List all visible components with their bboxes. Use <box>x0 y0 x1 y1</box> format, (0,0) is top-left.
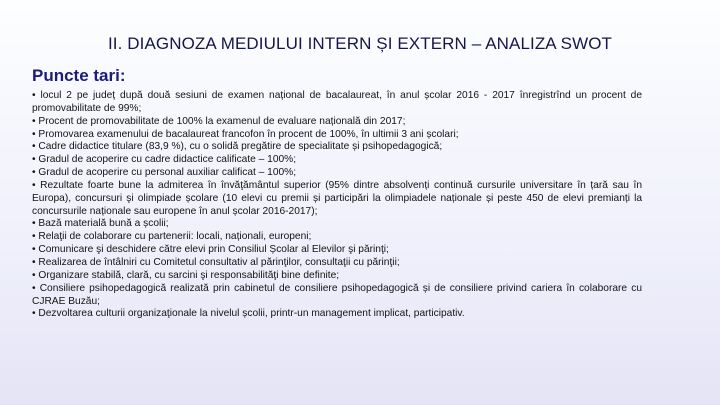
list-item: • Bază materială bună a școlii; <box>32 218 169 230</box>
list-item: • locul 2 pe județ după două sesiuni de examen național de bacalaureat, în anul școlar 2016 - 2017 înregistrînd un procent de promovabilitate de 99%; <box>32 90 642 114</box>
section-heading: Puncte tari: <box>32 66 126 85</box>
list-item: • Gradul de acoperire cu personal auxiliar calificat – 100%; <box>32 167 297 179</box>
list-item: • Comunicare şi deschidere către elevi prin Consiliul Școlar al Elevilor şi părinţi; <box>32 244 389 256</box>
list-item: • Cadre didactice titulare (83,9 %), cu o solidă pregătire de specialitate și psihopedagogică; <box>32 141 443 153</box>
list-item: • Realizarea de întâlniri cu Comitetul consultativ al părinţilor, consultaţii cu părinţii; <box>32 256 400 268</box>
list-item: • Relaţii de colaborare cu partenerii: locali, naționali, europeni; <box>32 231 312 243</box>
list-item: • Organizare stabilă, clară, cu sarcini şi responsabilităţi bine definite; <box>32 269 340 281</box>
list-item: • Procent de promovabilitate de 100% la examenul de evaluare națională din 2017; <box>32 115 406 127</box>
strengths-list <box>32 90 642 321</box>
slide-title: II. DIAGNOZA MEDIULUI INTERN ȘI EXTERN – ANALIZA SWOT <box>107 34 613 53</box>
list-item: • Promovarea examenului de bacalaureat francofon în procent de 100%, în ultimii 3 ani școlari; <box>32 128 459 140</box>
list-item: • Dezvoltarea culturii organizaţionale la nivelul școlii, printr-un management implicat, participativ. <box>32 308 465 320</box>
list-item: • Gradul de acoperire cu cadre didactice calificate – 100%; <box>32 154 297 166</box>
list-item: • Consiliere psihopedagogică realizată prin cabinetul de consiliere psihopedagogică și de consiliere privind cariera în colaborare cu CJRAE Buzău; <box>32 282 642 307</box>
list-item: • Rezultate foarte bune la admiterea în învăţământul superior (95% dintre absolvenți continuă cursurile universitare în țară sau în Europa), concursuri şi olimpiade școlare (10 elevi cu premii și participări la olimpiadele naționale și peste 450 de elevi premianți la concursurile naționale sau europene în anul școlar 2016-2017); <box>32 179 642 217</box>
